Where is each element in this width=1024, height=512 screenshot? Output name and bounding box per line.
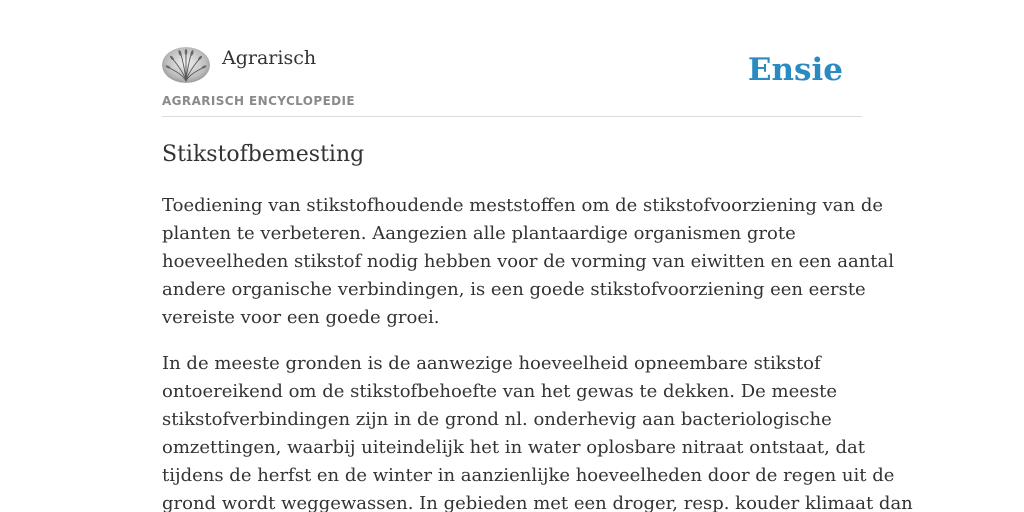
text-line: grond wordt weggewassen. In gebieden met een droger, resp. kouder klimaat dan [162,493,913,512]
paragraph-1 [162,192,895,332]
text-line: omzettingen, waarbij uiteindelijk het in water oplosbare nitraat ontstaat, dat [162,437,866,458]
header [162,44,862,117]
text-line: andere organische verbindingen, is een goede stikstofvoorziening een eerste [162,279,866,300]
text-line: In de meeste gronden is de aanwezige hoeveelheid opneembare stikstof [162,353,821,374]
source-name[interactable]: Agrarisch [222,47,317,69]
brand-logo[interactable]: Ensie [747,52,843,88]
text-line: hoeveelheden stikstof nodig hebben voor de vorming van eiwitten en een aantal [162,251,895,272]
wheat-icon [162,47,210,83]
text-line: ontoereikend om de stikstofbehoefte van het gewas te dekken. De meeste [162,381,837,402]
text-line: tijdens de herfst en de winter in aanzienlijke hoeveelheden door de regen uit de [162,465,895,486]
page-title: Stikstofbemesting [162,142,365,167]
source-avatar[interactable] [162,47,210,83]
text-line: Toediening van stikstofhoudende meststoffen om de stikstofvoorziening van de [162,195,884,216]
paragraph-2 [162,350,913,512]
text-line: planten te verbeteren. Aangezien alle plantaardige organismen grote [162,223,796,244]
source-subtitle: AGRARISCH ENCYCLOPEDIE [162,94,355,108]
text-line: vereiste voor een goede groei. [162,307,440,328]
text-line: stikstofverbindingen zijn in de grond nl. onderhevig aan bacteriologische [162,409,832,430]
article-body [162,192,913,512]
